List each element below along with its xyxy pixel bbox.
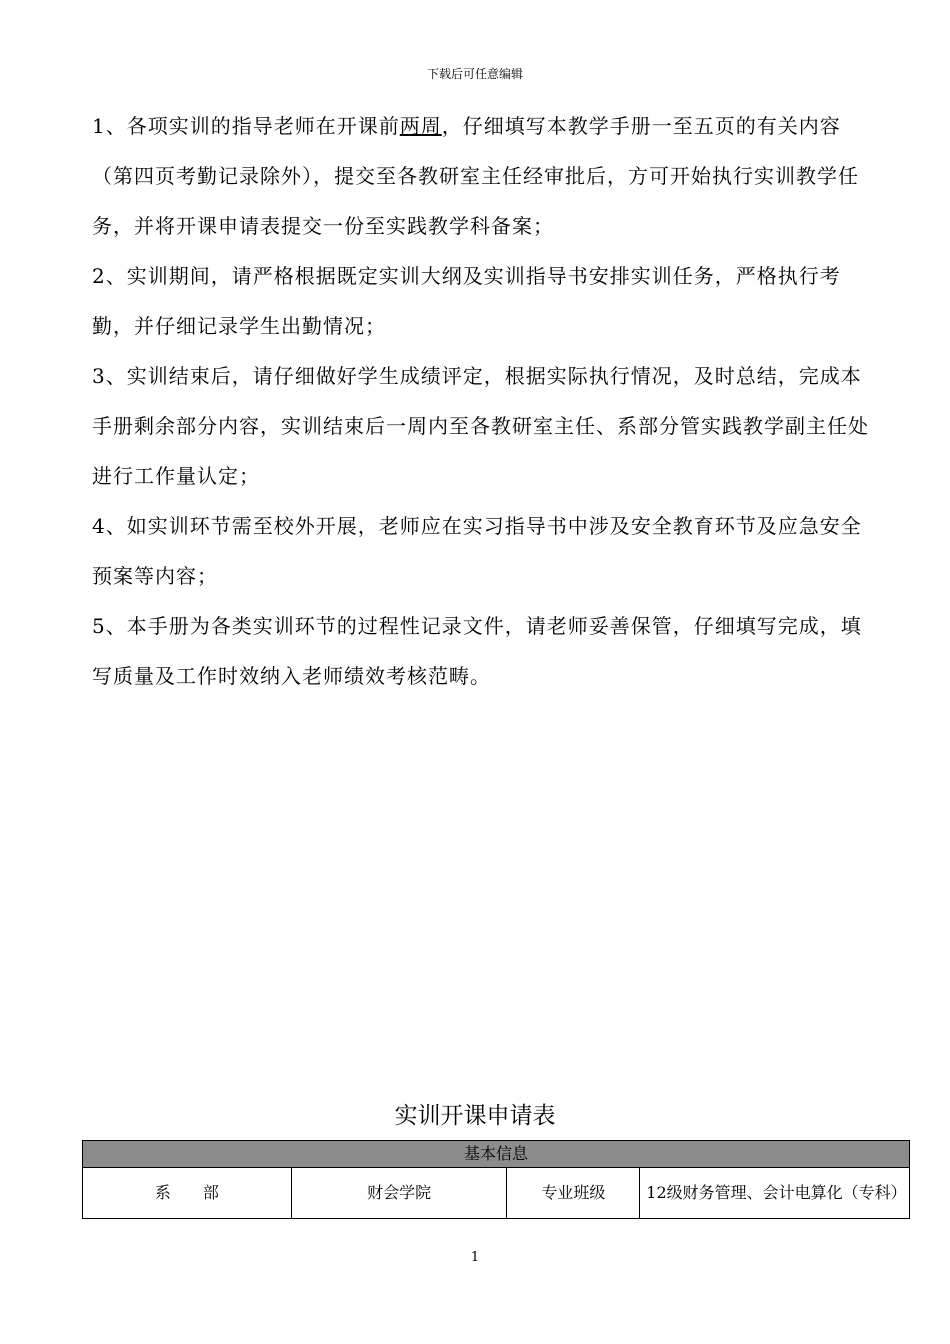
class-value-cell: 12级财务管理、会计电算化（专科）: [640, 1168, 910, 1219]
instruction-2: 2、实训期间，请严格根据既定实训大纲及实训指导书安排实训任务，严格执行考勤，并仔细记录学生出勤情况；: [92, 264, 841, 338]
page-header-note: 下载后可任意编辑: [426, 67, 523, 81]
instructions-section: [92, 101, 882, 701]
application-form-table: [82, 1140, 910, 1219]
instruction-1-before: 1、各项实训的指导老师在开课前: [92, 114, 400, 138]
page-number: 1: [470, 1250, 480, 1265]
instruction-4: 4、如实训环节需至校外开展，老师应在实习指导书中涉及安全教育环节及应急安全预案等内容；: [92, 514, 862, 588]
form-title: 实训开课申请表: [394, 1103, 556, 1129]
section-header-basic-info: 基本信息: [83, 1141, 910, 1168]
instruction-1-underlined: 两周: [399, 114, 442, 138]
table-row: [83, 1168, 910, 1219]
instruction-1-after: ，仔细填写本教学手册一至五页的有关内容（第四页考勤记录除外），提交至各教研室主任经审批后，方可开始执行实训教学任务，并将开课申请表提交一份至实践教学科备案；: [92, 114, 859, 238]
class-label-cell: 专业班级: [507, 1168, 640, 1219]
dept-label-cell: 系 部: [83, 1168, 292, 1219]
instruction-3: 3、实训结束后，请仔细做好学生成绩评定，根据实际执行情况，及时总结，完成本手册剩余部分内容，实训结束后一周内至各教研室主任、系部分管实践教学副主任处进行工作量认定；: [92, 364, 869, 488]
instruction-1: [92, 101, 882, 251]
section-header-row: [83, 1141, 910, 1168]
instruction-5: 5、本手册为各类实训环节的过程性记录文件，请老师妥善保管，仔细填写完成，填写质量及工作时效纳入老师绩效考核范畴。: [92, 614, 862, 688]
dept-value-cell: 财会学院: [291, 1168, 507, 1219]
